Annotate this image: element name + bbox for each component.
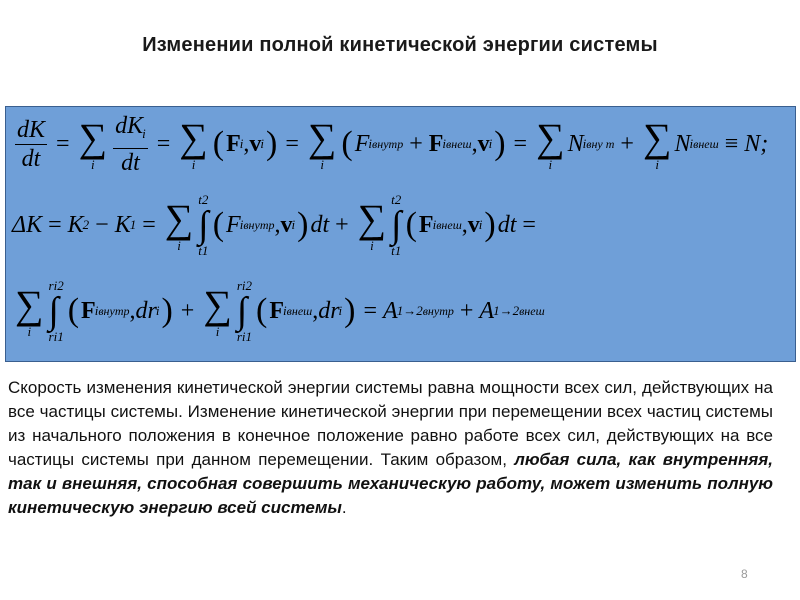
integral-symbol: t2 ∫ t1 <box>391 192 402 258</box>
sum-symbol: ∑ i <box>15 281 44 339</box>
sum-symbol: ∑ i <box>78 114 108 172</box>
integral-symbol: ri2 ∫ ri1 <box>236 278 253 344</box>
sum-symbol: ∑ i <box>536 114 565 172</box>
sum-symbol: ∑ i <box>642 114 672 172</box>
formula-line-2: ΔK = K 2 − K 1 = ∑ i t2 ∫ t1 ( F i внутр , v i ) dt + ∑ i t2 ∫ t1 ( F i внеш , v i ) dt = <box>12 192 536 258</box>
fraction-dK-dt <box>15 116 47 173</box>
numerator: dK <box>17 116 46 143</box>
force-symbol: F <box>226 130 241 157</box>
power-symbol: N <box>567 130 584 157</box>
velocity-symbol: v <box>249 130 262 157</box>
sum-symbol: ∑ i <box>307 114 337 172</box>
slide-title: Изменении полной кинетической энергии системы <box>142 34 658 56</box>
sum-symbol: ∑ i <box>179 114 208 172</box>
equals-sign: = <box>156 130 171 157</box>
page-number: 8 <box>741 567 748 581</box>
description-paragraph <box>8 376 773 520</box>
integral-symbol: t2 ∫ t1 <box>198 192 209 258</box>
delta-k: ΔK <box>12 211 43 238</box>
sum-symbol: ∑ i <box>164 195 194 253</box>
equals-sign: = <box>56 130 70 157</box>
sum-symbol: ∑ i <box>203 281 232 339</box>
denominator: dt <box>21 145 41 172</box>
fraction-dKi-dt: $\frac{dK_i}{dt}$ <box>115 112 146 176</box>
sum-symbol: ∑ i <box>357 195 387 253</box>
formula-line-3: ∑ i ri2 ∫ ri1 ( F i внутр , dr i ) + ∑ i ri2 ∫ ri1 ( F i внеш , dr i ) = A 1→2 внутр + A 1→2 внеш <box>15 278 545 344</box>
description-end: . <box>341 498 347 517</box>
work-symbol: A <box>383 297 398 324</box>
description-emphasis: любая сила, как внутренняя, так и внешняя, способная совершить механическую работу, может изменить полную кинетическую энергию всей системы <box>8 450 773 517</box>
formula-line-1: $\frac{dK}{dt}$ = ∑ i $\frac{dK_i}{dt}$ = ∑ i ( F i , v i ) = ∑ i ( F i внутр + F i внеш , v i ) = ∑ i N i вну т + ∑ i N i внеш ≡ N; <box>17 112 769 176</box>
description-text: Скорость изменения кинетической энергии системы равна мощности всех сил, действующих на все частицы системы. Изменение кинетической энергии при перемещении всех частиц системы из начального положения в конечное положение равно работе всех сил, действующих на все частицы системы при данном перемещении. Таким образом, <box>8 378 773 469</box>
integral-symbol: ri2 ∫ ri1 <box>48 278 64 344</box>
formula-box <box>5 106 796 362</box>
